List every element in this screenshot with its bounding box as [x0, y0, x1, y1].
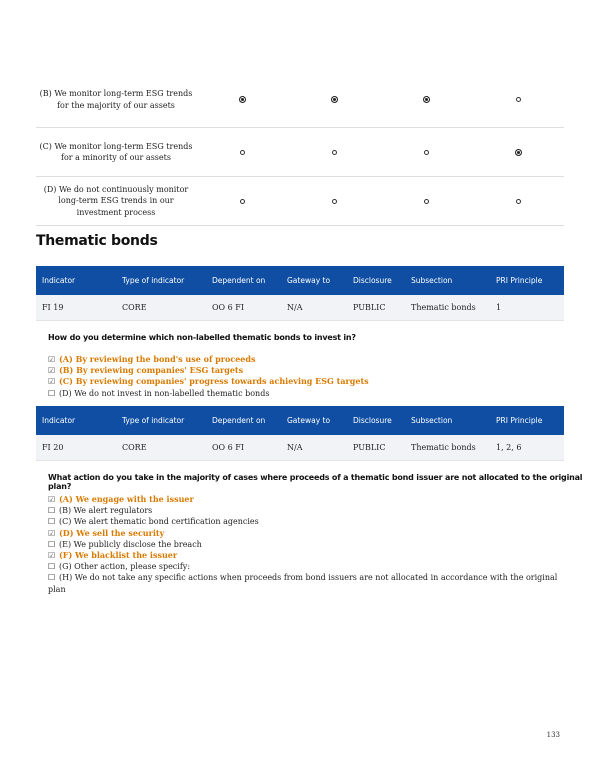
options-row	[36, 128, 564, 177]
option-label: (B) We monitor long-term ESG trends for the majority of our assets	[39, 89, 193, 110]
checkbox-checked-icon: ☑	[48, 355, 56, 364]
radio-selected-icon	[515, 149, 522, 156]
answer-item: ☑ (D) We sell the security	[48, 527, 165, 538]
header-disclosure: Disclosure	[353, 416, 392, 425]
radio-empty-icon	[332, 150, 337, 155]
cell-dependent: OO 6 FI	[212, 303, 245, 312]
question-fi19: How do you determine which non-labelled thematic bonds to invest in?	[48, 333, 356, 342]
indicator-data-row	[36, 435, 564, 461]
checkbox-empty-icon: ☐	[48, 517, 56, 527]
header-subsection: Subsection	[411, 416, 453, 425]
answer-item: ☐ (B) We alert regulators	[48, 506, 153, 516]
header-principle: PRI Principle	[496, 416, 543, 425]
cell-disclosure: PUBLIC	[353, 443, 386, 452]
cell-subsection: Thematic bonds	[411, 303, 476, 312]
answer-item: ☑ (F) We blacklist the issuer	[48, 550, 178, 561]
header-dependent: Dependent on	[212, 276, 266, 285]
question-fi20: What action do you take in the majority of cases where proceeds of a thematic bond issuer are not allocated to the original plan?	[48, 473, 583, 491]
radio-empty-icon	[332, 199, 337, 204]
radio-empty-icon	[424, 150, 429, 155]
indicator-header-row	[36, 266, 564, 295]
section-title: Thematic bonds	[36, 233, 158, 249]
answer-item: ☑ (C) By reviewing companies' progress towards achieving ESG targets	[48, 376, 369, 387]
checkbox-checked-icon: ☑	[48, 551, 56, 561]
radio-empty-icon	[424, 199, 429, 204]
radio-selected-icon	[239, 96, 246, 103]
option-label: (D) We do not continuously monitor long-term ESG trends in our investment process	[43, 184, 189, 217]
header-indicator: Indicator	[42, 416, 76, 425]
checkbox-checked-icon: ☑	[48, 495, 56, 504]
answer-item: ☑ (B) By reviewing companies' ESG targets	[48, 365, 244, 376]
cell-disclosure: PUBLIC	[353, 303, 386, 312]
cell-gateway: N/A	[287, 443, 303, 452]
checkbox-empty-icon: ☐	[48, 388, 56, 398]
checkbox-checked-icon: ☑	[48, 528, 56, 538]
answer-item: ☐ (H) We do not take any specific actions when proceeds from bond issuers are not allocated in accordance with the original	[48, 573, 558, 583]
checkbox-empty-icon: ☐	[48, 539, 56, 549]
option-label: (C) We monitor long-term ESG trends for a minority of our assets	[39, 141, 193, 162]
indicator-table-fi19	[36, 266, 564, 321]
indicator-header-row	[36, 406, 564, 435]
answer-item: ☐ (E) We publicly disclose the breach	[48, 539, 202, 549]
answers-fi20	[48, 494, 558, 595]
answer-item: ☐ (G) Other action, please specify:	[48, 562, 191, 572]
header-type: Type of indicator	[122, 276, 185, 285]
radio-empty-icon	[516, 199, 521, 204]
radio-empty-icon	[240, 199, 245, 204]
answers-fi19	[48, 354, 558, 399]
header-principle: PRI Principle	[496, 276, 543, 285]
cell-indicator: FI 20	[42, 443, 64, 452]
radio-empty-icon	[516, 97, 521, 102]
header-indicator: Indicator	[42, 276, 76, 285]
options-row	[36, 72, 564, 128]
answer-item: ☑ (A) By reviewing the bond's use of proceeds	[48, 354, 256, 364]
header-dependent: Dependent on	[212, 416, 266, 425]
options-row	[36, 177, 564, 226]
checkbox-empty-icon: ☐	[48, 573, 56, 583]
options-table	[36, 72, 564, 226]
cell-principle: 1	[496, 303, 502, 312]
answer-item: ☑ (A) We engage with the issuer	[48, 494, 194, 504]
cell-type: CORE	[122, 303, 147, 312]
page-number: 133	[546, 731, 560, 739]
cell-indicator: FI 19	[42, 303, 64, 312]
header-gateway: Gateway to	[287, 276, 331, 285]
answer-item: ☐ (C) We alert thematic bond certification agencies	[48, 517, 259, 527]
header-disclosure: Disclosure	[353, 276, 392, 285]
cell-gateway: N/A	[287, 303, 303, 312]
header-subsection: Subsection	[411, 276, 453, 285]
cell-dependent: OO 6 FI	[212, 443, 245, 452]
cell-subsection: Thematic bonds	[411, 443, 476, 452]
header-gateway: Gateway to	[287, 416, 331, 425]
radio-selected-icon	[331, 96, 338, 103]
radio-empty-icon	[240, 150, 245, 155]
answer-wrap-text: plan	[48, 584, 66, 594]
checkbox-checked-icon: ☑	[48, 366, 56, 376]
checkbox-checked-icon: ☑	[48, 377, 56, 387]
indicator-table-fi20	[36, 406, 564, 461]
indicator-data-row	[36, 295, 564, 321]
checkbox-empty-icon: ☐	[48, 562, 56, 572]
cell-principle: 1, 2, 6	[496, 443, 522, 452]
cell-type: CORE	[122, 443, 147, 452]
checkbox-empty-icon: ☐	[48, 506, 56, 516]
radio-selected-icon	[423, 96, 430, 103]
answer-item: ☐ (D) We do not invest in non-labelled thematic bonds	[48, 388, 270, 398]
header-type: Type of indicator	[122, 416, 185, 425]
